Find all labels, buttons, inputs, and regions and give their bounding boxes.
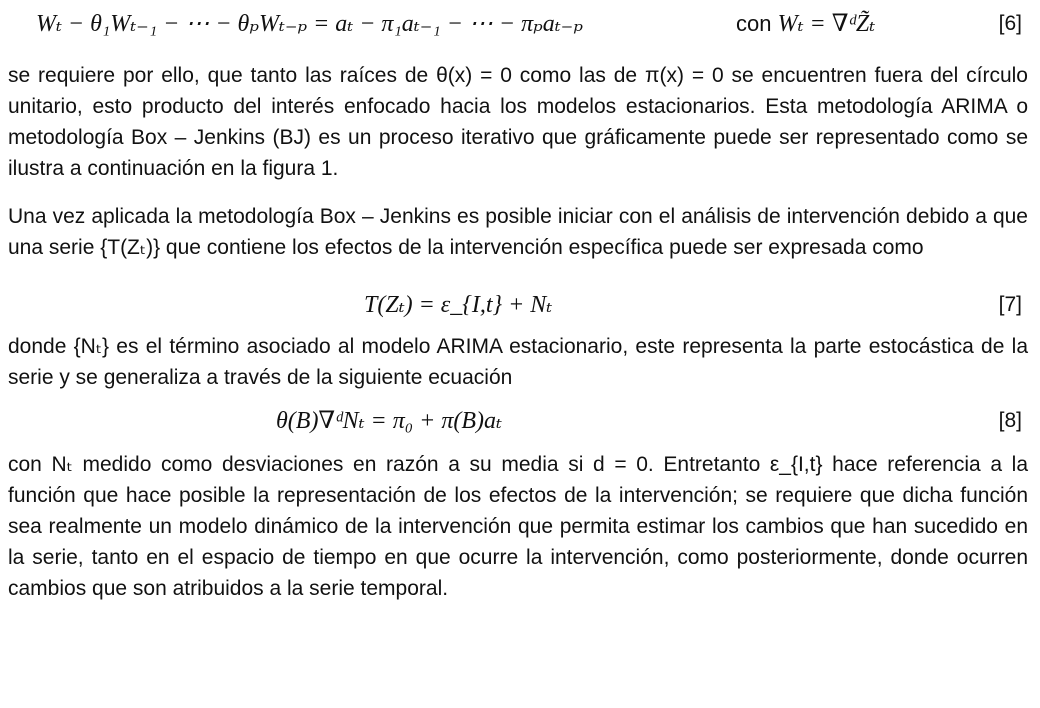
equation-6-connector: con bbox=[736, 11, 772, 36]
paragraph-noise-term: donde {Nₜ} es el término asociado al modelo ARIMA estacionario, este representa la parte estocástica de la serie y se generaliza a través de la siguiente ecuación bbox=[8, 335, 1028, 389]
paragraph-intervention-intro: Una vez aplicada la metodología Box – Jenkins es posible iniciar con el análisis de intervención debido a que una serie {T(Zₜ)} que contiene los efectos de la intervención específica puede ser expresada como bbox=[8, 205, 1028, 259]
equation-6-condition-block bbox=[736, 0, 875, 48]
equation-6 bbox=[8, 0, 1028, 48]
equation-8-number: [8] bbox=[998, 409, 1022, 432]
equation-6-condition: Wₜ = ∇ᵈZ̃ₜ bbox=[777, 11, 876, 37]
equation-8-formula: θ(B)∇ᵈNₜ = π₀ + π(B)aₜ bbox=[276, 408, 502, 434]
equation-7-formula: T(Zₜ) = ε_{I,t} + Nₜ bbox=[364, 292, 553, 318]
paragraph-roots-condition: se requiere por ello, que tanto las raíces de θ(x) = 0 como las de π(x) = 0 se encuentren fuera del círculo unitario, esto producto del interés enfocado hacia los modelos estacionarios. Esta metodología ARIMA o metodología Box – Jenkins (BJ) es un proceso iterativo que gráficamente puede ser representado como se ilustra a continuación en la figura 1. bbox=[8, 64, 1028, 180]
paragraph-intervention-function: con Nₜ medido como desviaciones en razón a su media si d = 0. Entretanto ε_{I,t} hace referencia a la función que hace posible la representación de los efectos de la intervención; se requiere que dicha función sea realmente un modelo dinámico de la intervención que permita estimar los cambios que han sucedido en la serie, tanto en el espacio de tiempo en que ocurre la intervención, como posteriormente, donde ocurren cambios que son atribuidos a la serie temporal. bbox=[8, 453, 1028, 600]
equation-6-formula: Wₜ − θ₁Wₜ₋₁ − ⋯ − θₚWₜ₋ₚ = aₜ − π₁aₜ₋₁ − ⋯ − πₚaₜ₋ₚ bbox=[36, 11, 583, 37]
equation-8 bbox=[8, 397, 1028, 445]
equation-7-number: [7] bbox=[998, 293, 1022, 316]
equation-7 bbox=[8, 281, 1028, 329]
equation-6-number: [6] bbox=[998, 12, 1022, 35]
document-page bbox=[8, 0, 1028, 604]
